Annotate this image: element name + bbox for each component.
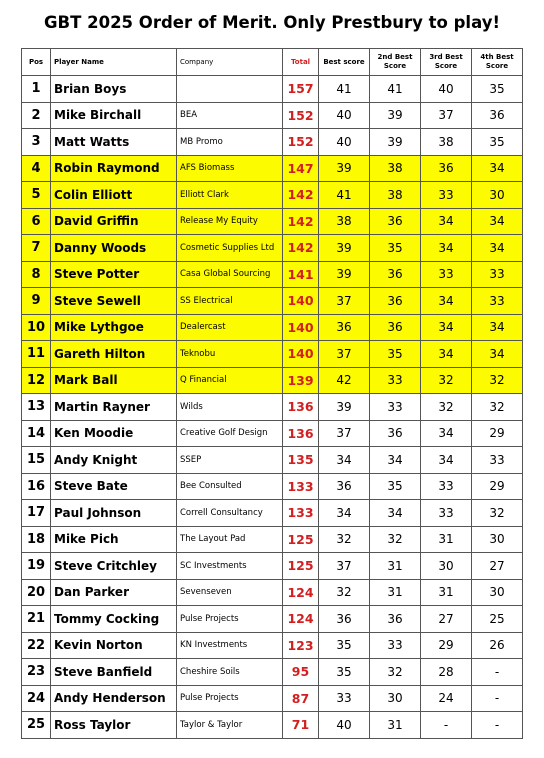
second-best-score-cell: 38 (370, 182, 421, 209)
pos-cell: 11 (22, 341, 51, 368)
total-cell: 95 (283, 659, 319, 686)
player-name-cell: Steve Bate (51, 473, 177, 500)
company-cell: Sevenseven (177, 579, 283, 606)
table-row (22, 102, 523, 129)
player-name-cell: Steve Critchley (51, 553, 177, 580)
header-4th-best-score: 4th Best Score (472, 49, 523, 76)
table-row (22, 685, 523, 712)
company-cell: BEA (177, 102, 283, 129)
third-best-score-cell: 28 (421, 659, 472, 686)
third-best-score-cell: 34 (421, 235, 472, 262)
second-best-score-cell: 33 (370, 394, 421, 421)
total-cell: 123 (283, 632, 319, 659)
total-cell: 71 (283, 712, 319, 739)
company-cell: SC Investments (177, 553, 283, 580)
fourth-best-score-cell: 33 (472, 447, 523, 474)
fourth-best-score-cell: 33 (472, 261, 523, 288)
player-name-cell: Mike Lythgoe (51, 314, 177, 341)
table-row (22, 447, 523, 474)
table-row (22, 208, 523, 235)
second-best-score-cell: 35 (370, 341, 421, 368)
table-row (22, 235, 523, 262)
table-row (22, 367, 523, 394)
player-name-cell: Andy Knight (51, 447, 177, 474)
pos-cell: 22 (22, 632, 51, 659)
total-cell: 142 (283, 235, 319, 262)
third-best-score-cell: 33 (421, 261, 472, 288)
total-cell: 152 (283, 129, 319, 156)
player-name-cell: Steve Sewell (51, 288, 177, 315)
player-name-cell: Steve Banfield (51, 659, 177, 686)
fourth-best-score-cell: - (472, 659, 523, 686)
fourth-best-score-cell: 34 (472, 235, 523, 262)
fourth-best-score-cell: 36 (472, 102, 523, 129)
player-name-cell: Ken Moodie (51, 420, 177, 447)
table-row (22, 129, 523, 156)
total-cell: 136 (283, 394, 319, 421)
second-best-score-cell: 34 (370, 447, 421, 474)
third-best-score-cell: 34 (421, 208, 472, 235)
second-best-score-cell: 35 (370, 235, 421, 262)
header-company: Company (177, 49, 283, 76)
pos-cell: 14 (22, 420, 51, 447)
third-best-score-cell: 33 (421, 182, 472, 209)
company-cell: Pulse Projects (177, 685, 283, 712)
third-best-score-cell: 31 (421, 526, 472, 553)
best-score-cell: 36 (319, 473, 370, 500)
company-cell: Release My Equity (177, 208, 283, 235)
second-best-score-cell: 31 (370, 712, 421, 739)
best-score-cell: 39 (319, 261, 370, 288)
company-cell: MB Promo (177, 129, 283, 156)
table-row (22, 579, 523, 606)
player-name-cell: Mike Birchall (51, 102, 177, 129)
pos-cell: 17 (22, 500, 51, 527)
total-cell: 140 (283, 288, 319, 315)
best-score-cell: 32 (319, 526, 370, 553)
table-row (22, 632, 523, 659)
header-total: Total (283, 49, 319, 76)
best-score-cell: 41 (319, 182, 370, 209)
header-best-score: Best score (319, 49, 370, 76)
player-name-cell: Danny Woods (51, 235, 177, 262)
third-best-score-cell: 38 (421, 129, 472, 156)
third-best-score-cell: 30 (421, 553, 472, 580)
fourth-best-score-cell: - (472, 712, 523, 739)
pos-cell: 7 (22, 235, 51, 262)
table-row (22, 526, 523, 553)
second-best-score-cell: 31 (370, 553, 421, 580)
best-score-cell: 36 (319, 314, 370, 341)
second-best-score-cell: 36 (370, 314, 421, 341)
third-best-score-cell: 37 (421, 102, 472, 129)
fourth-best-score-cell: 29 (472, 473, 523, 500)
company-cell: Cosmetic Supplies Ltd (177, 235, 283, 262)
best-score-cell: 36 (319, 606, 370, 633)
total-cell: 87 (283, 685, 319, 712)
fourth-best-score-cell: 34 (472, 155, 523, 182)
page-title: GBT 2025 Order of Merit. Only Prestbury to play! (44, 13, 500, 32)
total-cell: 140 (283, 314, 319, 341)
fourth-best-score-cell: 30 (472, 579, 523, 606)
player-name-cell: Matt Watts (51, 129, 177, 156)
company-cell: Q Financial (177, 367, 283, 394)
fourth-best-score-cell: 32 (472, 367, 523, 394)
player-name-cell: Robin Raymond (51, 155, 177, 182)
table-row (22, 314, 523, 341)
company-cell: Dealercast (177, 314, 283, 341)
company-cell: Bee Consulted (177, 473, 283, 500)
player-name-cell: Tommy Cocking (51, 606, 177, 633)
second-best-score-cell: 32 (370, 659, 421, 686)
pos-cell: 9 (22, 288, 51, 315)
second-best-score-cell: 39 (370, 102, 421, 129)
best-score-cell: 37 (319, 288, 370, 315)
fourth-best-score-cell: 35 (472, 129, 523, 156)
pos-cell: 19 (22, 553, 51, 580)
table-row (22, 261, 523, 288)
fourth-best-score-cell: 26 (472, 632, 523, 659)
header-pos: Pos (22, 49, 51, 76)
total-cell: 133 (283, 473, 319, 500)
pos-cell: 15 (22, 447, 51, 474)
second-best-score-cell: 31 (370, 579, 421, 606)
company-cell: Correll Consultancy (177, 500, 283, 527)
table-row (22, 394, 523, 421)
total-cell: 139 (283, 367, 319, 394)
pos-cell: 23 (22, 659, 51, 686)
pos-cell: 8 (22, 261, 51, 288)
player-name-cell: David Griffin (51, 208, 177, 235)
pos-cell: 16 (22, 473, 51, 500)
best-score-cell: 41 (319, 76, 370, 103)
second-best-score-cell: 32 (370, 526, 421, 553)
pos-cell: 25 (22, 712, 51, 739)
pos-cell: 10 (22, 314, 51, 341)
player-name-cell: Paul Johnson (51, 500, 177, 527)
company-cell: KN Investments (177, 632, 283, 659)
total-cell: 136 (283, 420, 319, 447)
company-cell: Pulse Projects (177, 606, 283, 633)
second-best-score-cell: 41 (370, 76, 421, 103)
third-best-score-cell: 33 (421, 473, 472, 500)
company-cell: Casa Global Sourcing (177, 261, 283, 288)
pos-cell: 5 (22, 182, 51, 209)
third-best-score-cell: 24 (421, 685, 472, 712)
third-best-score-cell: 29 (421, 632, 472, 659)
third-best-score-cell: 36 (421, 155, 472, 182)
fourth-best-score-cell: 34 (472, 341, 523, 368)
total-cell: 124 (283, 579, 319, 606)
third-best-score-cell: 34 (421, 447, 472, 474)
best-score-cell: 35 (319, 659, 370, 686)
fourth-best-score-cell: - (472, 685, 523, 712)
total-cell: 142 (283, 182, 319, 209)
player-name-cell: Dan Parker (51, 579, 177, 606)
best-score-cell: 42 (319, 367, 370, 394)
company-cell: Teknobu (177, 341, 283, 368)
company-cell: Taylor & Taylor (177, 712, 283, 739)
second-best-score-cell: 36 (370, 288, 421, 315)
player-name-cell: Gareth Hilton (51, 341, 177, 368)
best-score-cell: 39 (319, 235, 370, 262)
third-best-score-cell: 34 (421, 288, 472, 315)
total-cell: 125 (283, 526, 319, 553)
best-score-cell: 37 (319, 341, 370, 368)
third-best-score-cell: 31 (421, 579, 472, 606)
total-cell: 157 (283, 76, 319, 103)
player-name-cell: Brian Boys (51, 76, 177, 103)
table-row (22, 76, 523, 103)
best-score-cell: 40 (319, 102, 370, 129)
third-best-score-cell: 33 (421, 500, 472, 527)
second-best-score-cell: 39 (370, 129, 421, 156)
table-row (22, 182, 523, 209)
player-name-cell: Mark Ball (51, 367, 177, 394)
total-cell: 140 (283, 341, 319, 368)
fourth-best-score-cell: 25 (472, 606, 523, 633)
third-best-score-cell: 32 (421, 367, 472, 394)
second-best-score-cell: 30 (370, 685, 421, 712)
player-name-cell: Martin Rayner (51, 394, 177, 421)
table-row (22, 341, 523, 368)
total-cell: 124 (283, 606, 319, 633)
table-row (22, 155, 523, 182)
fourth-best-score-cell: 29 (472, 420, 523, 447)
total-cell: 147 (283, 155, 319, 182)
pos-cell: 4 (22, 155, 51, 182)
pos-cell: 18 (22, 526, 51, 553)
header-2nd-best-score: 2nd Best Score (370, 49, 421, 76)
company-cell: SSEP (177, 447, 283, 474)
table-row (22, 500, 523, 527)
third-best-score-cell: 27 (421, 606, 472, 633)
second-best-score-cell: 33 (370, 367, 421, 394)
header-player-name: Player Name (51, 49, 177, 76)
best-score-cell: 34 (319, 447, 370, 474)
pos-cell: 2 (22, 102, 51, 129)
company-cell: Creative Golf Design (177, 420, 283, 447)
second-best-score-cell: 33 (370, 632, 421, 659)
third-best-score-cell: 34 (421, 341, 472, 368)
total-cell: 133 (283, 500, 319, 527)
best-score-cell: 37 (319, 420, 370, 447)
best-score-cell: 38 (319, 208, 370, 235)
best-score-cell: 34 (319, 500, 370, 527)
third-best-score-cell: 40 (421, 76, 472, 103)
second-best-score-cell: 36 (370, 208, 421, 235)
player-name-cell: Colin Elliott (51, 182, 177, 209)
third-best-score-cell: 32 (421, 394, 472, 421)
second-best-score-cell: 35 (370, 473, 421, 500)
company-cell: Cheshire Soils (177, 659, 283, 686)
table-row (22, 606, 523, 633)
third-best-score-cell: - (421, 712, 472, 739)
header-row (22, 49, 523, 76)
fourth-best-score-cell: 30 (472, 526, 523, 553)
second-best-score-cell: 34 (370, 500, 421, 527)
fourth-best-score-cell: 32 (472, 394, 523, 421)
total-cell: 152 (283, 102, 319, 129)
fourth-best-score-cell: 35 (472, 76, 523, 103)
best-score-cell: 33 (319, 685, 370, 712)
best-score-cell: 35 (319, 632, 370, 659)
pos-cell: 12 (22, 367, 51, 394)
player-name-cell: Steve Potter (51, 261, 177, 288)
table-row (22, 712, 523, 739)
player-name-cell: Ross Taylor (51, 712, 177, 739)
third-best-score-cell: 34 (421, 314, 472, 341)
pos-cell: 1 (22, 76, 51, 103)
table-row (22, 288, 523, 315)
header-3rd-best-score: 3rd Best Score (421, 49, 472, 76)
second-best-score-cell: 36 (370, 606, 421, 633)
second-best-score-cell: 36 (370, 261, 421, 288)
best-score-cell: 32 (319, 579, 370, 606)
best-score-cell: 37 (319, 553, 370, 580)
table-row (22, 659, 523, 686)
company-cell: Elliott Clark (177, 182, 283, 209)
fourth-best-score-cell: 34 (472, 208, 523, 235)
player-name-cell: Andy Henderson (51, 685, 177, 712)
table-row (22, 553, 523, 580)
player-name-cell: Kevin Norton (51, 632, 177, 659)
company-cell: SS Electrical (177, 288, 283, 315)
company-cell: The Layout Pad (177, 526, 283, 553)
best-score-cell: 40 (319, 712, 370, 739)
pos-cell: 13 (22, 394, 51, 421)
company-cell (177, 76, 283, 103)
pos-cell: 20 (22, 579, 51, 606)
third-best-score-cell: 34 (421, 420, 472, 447)
table-row (22, 420, 523, 447)
second-best-score-cell: 38 (370, 155, 421, 182)
best-score-cell: 40 (319, 129, 370, 156)
table-row (22, 473, 523, 500)
second-best-score-cell: 36 (370, 420, 421, 447)
total-cell: 125 (283, 553, 319, 580)
company-cell: Wilds (177, 394, 283, 421)
total-cell: 135 (283, 447, 319, 474)
company-cell: AFS Biomass (177, 155, 283, 182)
best-score-cell: 39 (319, 394, 370, 421)
pos-cell: 24 (22, 685, 51, 712)
order-of-merit-table (21, 48, 523, 739)
fourth-best-score-cell: 34 (472, 314, 523, 341)
pos-cell: 3 (22, 129, 51, 156)
pos-cell: 6 (22, 208, 51, 235)
total-cell: 141 (283, 261, 319, 288)
best-score-cell: 39 (319, 155, 370, 182)
player-name-cell: Mike Pich (51, 526, 177, 553)
fourth-best-score-cell: 33 (472, 288, 523, 315)
total-cell: 142 (283, 208, 319, 235)
fourth-best-score-cell: 30 (472, 182, 523, 209)
fourth-best-score-cell: 27 (472, 553, 523, 580)
pos-cell: 21 (22, 606, 51, 633)
fourth-best-score-cell: 32 (472, 500, 523, 527)
